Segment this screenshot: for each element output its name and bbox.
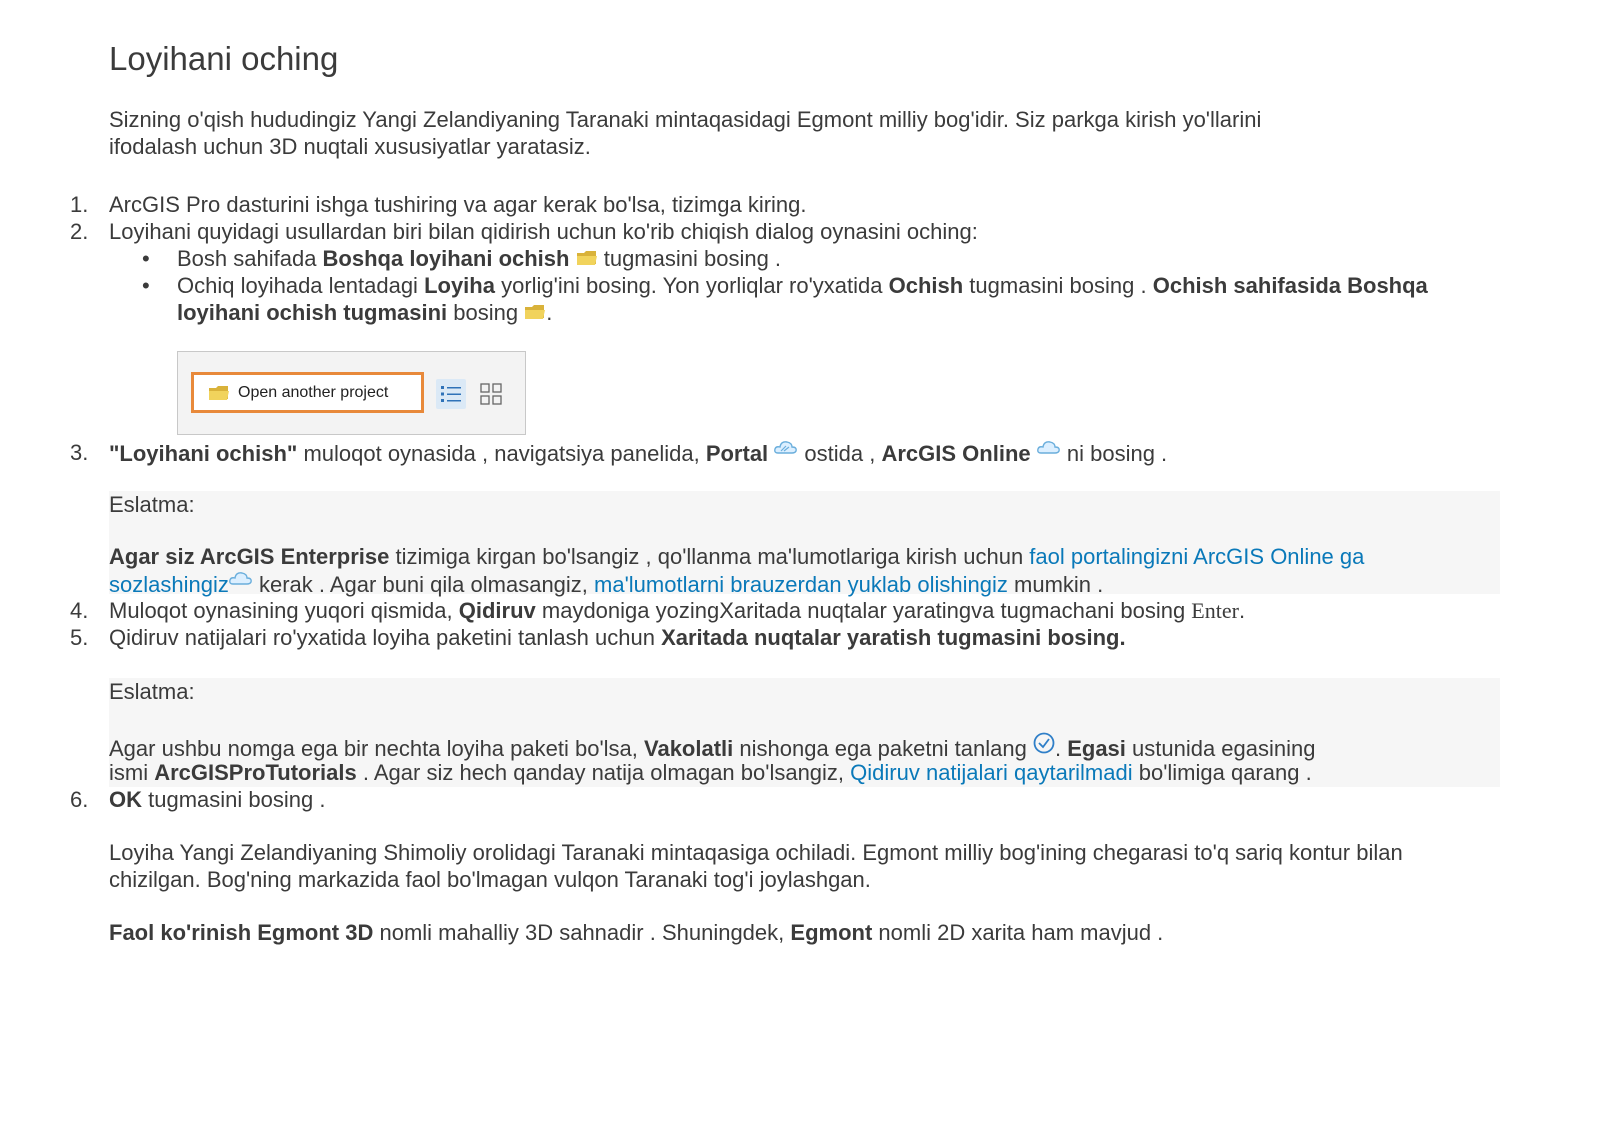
text-span: ostida ,: [804, 441, 882, 466]
bold-text: Egmont: [790, 920, 873, 945]
para2-line-1: Loyiha Yangi Zelandiyaning Shimoliy orolidagi Taranaki mintaqasiga ochiladi. Egmont milliy bog'ining chegarasi to'q sariq kontur bilan: [109, 840, 1403, 865]
bullet-dot: •: [142, 273, 150, 298]
text-span: ustunida egasining: [1125, 736, 1316, 761]
text-span: tugmasini bosing .: [603, 246, 782, 271]
note-label: Eslatma:: [109, 679, 195, 704]
note-1-line-1: [109, 543, 1364, 570]
step-number: 4.: [70, 598, 89, 623]
text-span: ni bosing .: [1066, 441, 1168, 466]
text-span: .: [1238, 598, 1246, 623]
bold-text: Egasi: [1067, 736, 1126, 761]
grid-view-button[interactable]: [480, 383, 502, 405]
bold-text: Vakolatli: [644, 736, 734, 761]
text-span: muloqot oynasida , navigatsiya panelida,: [297, 441, 706, 466]
toolbar-screenshot: [177, 351, 526, 435]
bullet-text-line-1: [177, 272, 1428, 299]
bold-text: loyihani ochish tugmasini: [177, 300, 448, 325]
text-span: nishonga ega paketni tanlang: [733, 736, 1033, 761]
cloud-icon: [229, 570, 253, 586]
bold-text: Agar siz ArcGIS Enterprise: [109, 544, 390, 569]
bold-text: Xaritada nuqtalar yaratish tugmasini bosing.: [661, 625, 1126, 650]
page-title: Loyihani oching: [109, 40, 339, 77]
bullet-text: [177, 245, 781, 272]
text-span: .: [546, 300, 553, 325]
intro-line-2: ifodalash uchun 3D nuqtali xususiyatlar yaratasiz.: [109, 134, 591, 159]
text-span: nomli 2D xarita ham mavjud .: [872, 920, 1164, 945]
note-2-line-1: [109, 732, 1316, 762]
step-text: [109, 624, 1126, 651]
bold-text: OK: [109, 787, 142, 812]
text-span: tugmasini bosing .: [963, 273, 1153, 298]
text-span: bo'limiga qarang .: [1132, 760, 1312, 785]
text-span: tizimiga kirgan bo'lsangiz , qo'llanma ma'lumotlariga kirish uchun: [389, 544, 1030, 569]
bold-text: Portal: [705, 441, 769, 466]
bold-text: Boshqa loyihani ochish: [322, 246, 570, 271]
bold-text: Loyiha: [424, 273, 495, 298]
key-name: Enter: [1191, 598, 1239, 623]
bullet-text-line-2: [177, 299, 552, 326]
bold-text: ArcGIS Online: [881, 441, 1031, 466]
para3: [109, 919, 1163, 946]
list-view-button[interactable]: [436, 379, 466, 409]
text-span: Ochiq loyihada lentadagi: [177, 273, 425, 298]
open-another-project-label: Open another project: [238, 383, 389, 401]
text-span: Muloqot oynasining yuqori qismida,: [109, 598, 459, 623]
grid-icon: [480, 383, 502, 405]
bold-text: Ochish sahifasida Boshqa: [1152, 273, 1428, 298]
para2-line-2: chizilgan. Bog'ning markazida faol bo'lmagan vulqon Taranaki tog'i joylashgan.: [109, 867, 871, 892]
no-results-link[interactable]: Qidiruv natijalari qaytarilmadi: [850, 760, 1133, 785]
step-text: [109, 597, 1245, 624]
open-another-project-button[interactable]: [191, 372, 424, 413]
text-span: Qidiruv natijalari ro'yxatida loyiha paketini tanlash uchun: [109, 625, 662, 650]
text-span: nomli mahalliy 3D sahnadir . Shuningdek,: [373, 920, 791, 945]
folder-icon: [524, 303, 546, 321]
text-span: mumkin .: [1007, 572, 1104, 597]
text-span: ismi: [109, 760, 155, 785]
step-text: Loyihani quyidagi usullardan biri bilan qidirish uchun ko'rib chiqish dialog oynasini oching:: [109, 219, 978, 244]
text-span: Bosh sahifada: [177, 246, 323, 271]
portal-link[interactable]: faol portalingizni ArcGIS Online ga: [1029, 544, 1365, 569]
bold-text: ArcGISProTutorials: [154, 760, 357, 785]
note-label: Eslatma:: [109, 492, 195, 517]
step-number: 1.: [70, 192, 89, 217]
note-2-line-2: [109, 759, 1312, 786]
intro-line-1: Sizning o'qish hududingiz Yangi Zelandiyaning Taranaki mintaqasidagi Egmont milliy bog'idir. Siz parkga kirish yo'llarini: [109, 107, 1262, 132]
text-span: .: [1054, 736, 1068, 761]
text-span: Agar ushbu nomga ega bir nechta loyiha paketi bo'lsa,: [109, 736, 644, 761]
bold-text: Qidiruv: [458, 598, 536, 623]
text-span: tugmasini bosing .: [142, 787, 326, 812]
text-span: kerak . Agar buni qila olmasangiz,: [252, 572, 595, 597]
step-number: 5.: [70, 625, 89, 650]
step-text: [109, 439, 1167, 467]
folder-icon: [576, 249, 598, 267]
bold-text: Faol ko'rinish Egmont 3D: [109, 920, 374, 945]
authoritative-badge-icon: [1033, 732, 1055, 754]
text-span: bosing: [447, 300, 525, 325]
text-span: yorlig'ini bosing. Yon yorliqlar ro'yxatida: [494, 273, 889, 298]
bold-text: "Loyihani ochish": [109, 441, 298, 466]
text-span: maydoniga yozingXaritada nuqtalar yaratingva tugmachani bosing: [535, 598, 1192, 623]
step-number: 2.: [70, 219, 89, 244]
step-text: [109, 786, 325, 813]
folder-icon: [208, 384, 230, 402]
portal-link-continued[interactable]: sozlashingiz: [109, 572, 229, 597]
step-number: 6.: [70, 787, 89, 812]
bold-text: Ochish: [888, 273, 964, 298]
download-data-link[interactable]: ma'lumotlarni brauzerdan yuklab olishingiz: [594, 572, 1008, 597]
bullet-dot: •: [142, 246, 150, 271]
cloud-icon: [1037, 439, 1061, 455]
list-icon: [436, 379, 466, 409]
note-1-line-2: [109, 570, 1103, 598]
step-text: ArcGIS Pro dasturini ishga tushiring va agar kerak bo'lsa, tizimga kiring.: [109, 192, 807, 217]
portal-icon: [774, 439, 798, 455]
text-span: . Agar siz hech qanday natija olmagan bo'lsangiz,: [356, 760, 851, 785]
step-number: 3.: [70, 440, 89, 465]
